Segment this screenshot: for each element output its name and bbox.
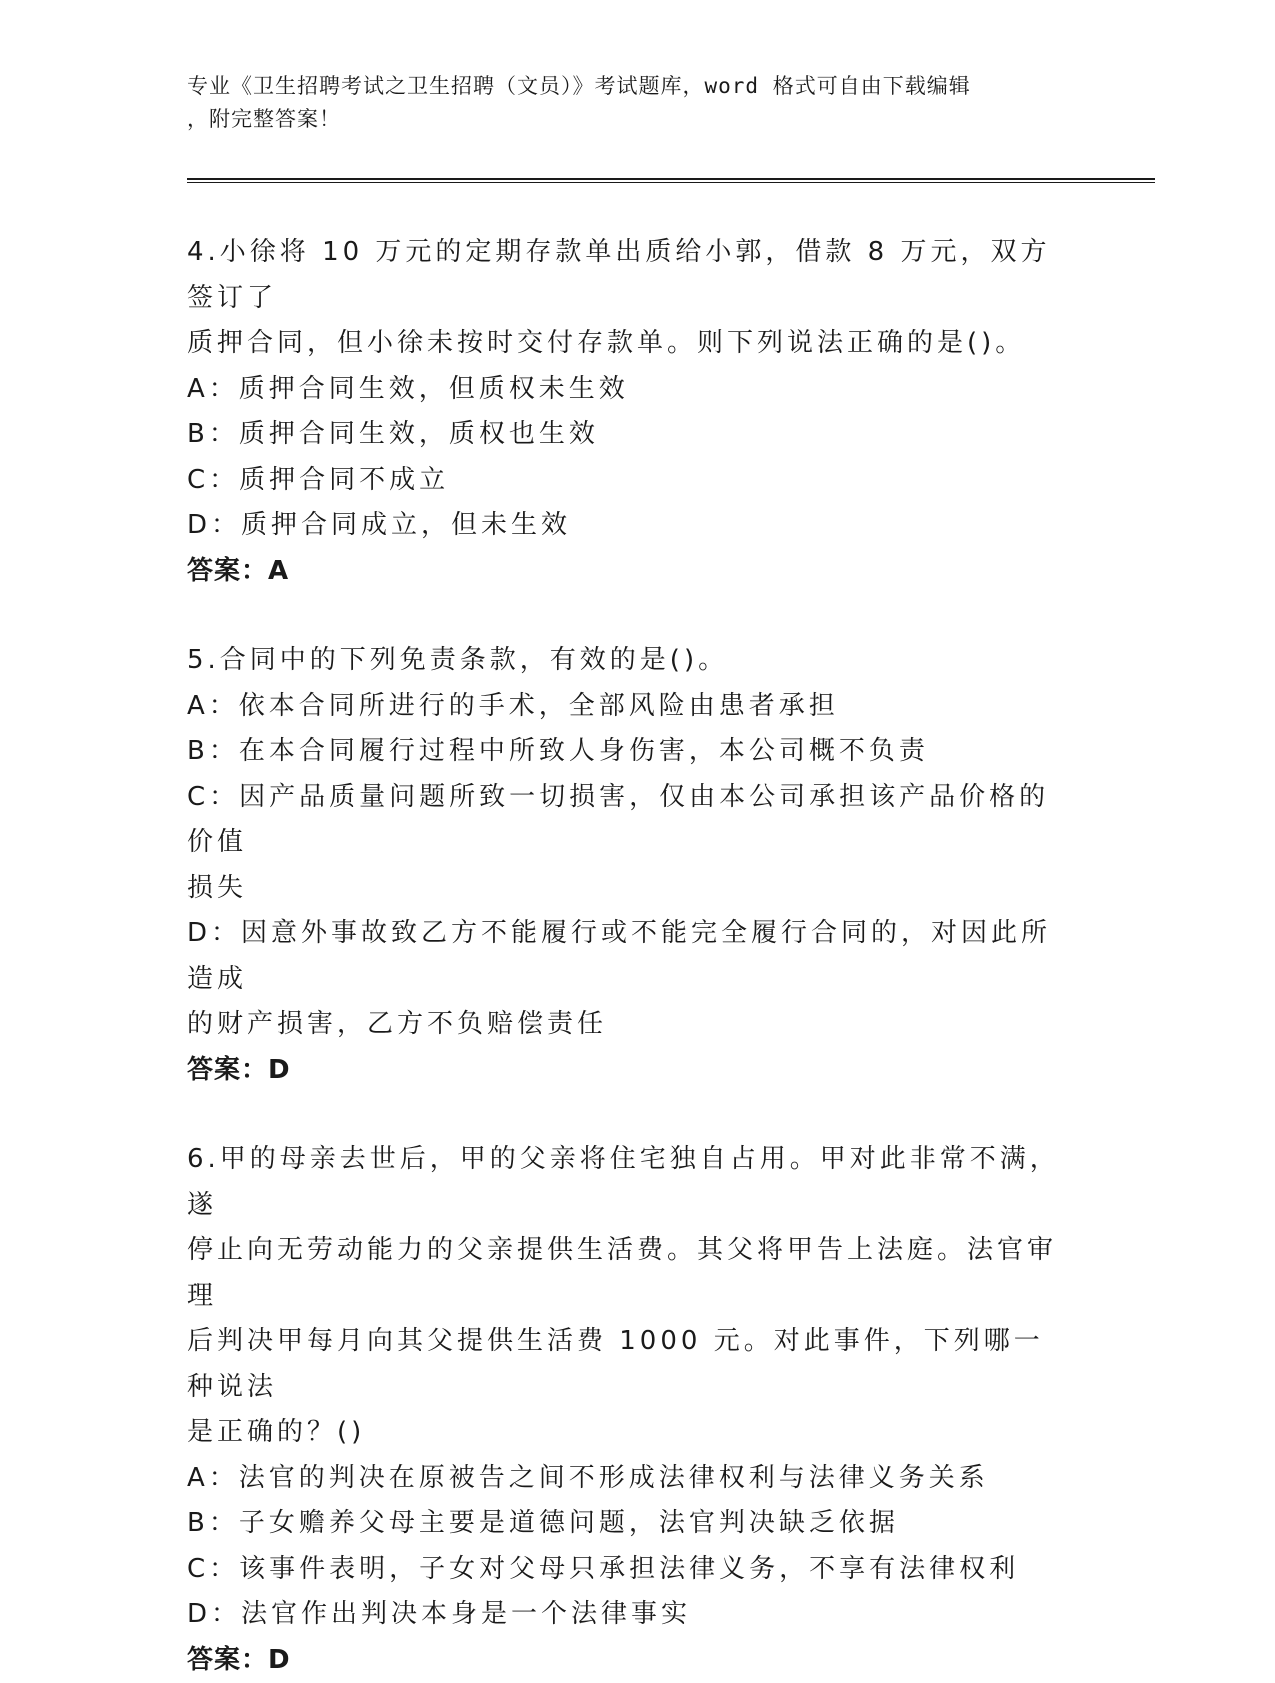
- answer-option-line: C：因产品质量问题所致一切损害，仅由本公司承担该产品价格的价值: [187, 775, 1067, 866]
- document-header: [187, 70, 1067, 136]
- document-page: [187, 70, 1087, 136]
- question-list: [187, 230, 1067, 1683]
- question-block: [187, 638, 1067, 1093]
- question-block: [187, 230, 1067, 594]
- answer-option-line: 损失: [187, 866, 1067, 912]
- answer-option-line: D：因意外事故致乙方不能履行或不能完全履行合同的，对因此所造成: [187, 911, 1067, 1002]
- question-stem-line: 4.小徐将 10 万元的定期存款单出质给小郭，借款 8 万元，双方签订了: [187, 230, 1067, 321]
- answer-option-line: D：质押合同成立，但未生效: [187, 503, 1067, 549]
- question-stem-line: 质押合同，但小徐未按时交付存款单。则下列说法正确的是()。: [187, 321, 1067, 367]
- question-stem-line: 停止向无劳动能力的父亲提供生活费。其父将甲告上法庭。法官审理: [187, 1228, 1067, 1319]
- question-stem-line: 后判决甲每月向其父提供生活费 1000 元。对此事件，下列哪一种说法: [187, 1319, 1067, 1410]
- answer-option-line: C：该事件表明，子女对父母只承担法律义务，不享有法律权利: [187, 1547, 1067, 1593]
- answer-option-line: 的财产损害，乙方不负赔偿责任: [187, 1002, 1067, 1048]
- answer-option-line: C：质押合同不成立: [187, 458, 1067, 504]
- answer-key: 答案：A: [187, 549, 1067, 595]
- answer-option-line: D：法官作出判决本身是一个法律事实: [187, 1592, 1067, 1638]
- header-line: ，附完整答案！: [187, 103, 1067, 136]
- header-divider: [187, 178, 1155, 183]
- question-block: [187, 1137, 1067, 1683]
- answer-option-line: B：质押合同生效，质权也生效: [187, 412, 1067, 458]
- answer-option-line: A：依本合同所进行的手术，全部风险由患者承担: [187, 684, 1067, 730]
- answer-option-line: B：子女赡养父母主要是道德问题，法官判决缺乏依据: [187, 1501, 1067, 1547]
- question-stem-line: 是正确的？(): [187, 1410, 1067, 1456]
- header-line: 专业《卫生招聘考试之卫生招聘（文员）》考试题库，word 格式可自由下载编辑: [187, 70, 1067, 103]
- answer-key: 答案：D: [187, 1048, 1067, 1094]
- answer-option-line: A：质押合同生效，但质权未生效: [187, 367, 1067, 413]
- question-stem-line: 6.甲的母亲去世后，甲的父亲将住宅独自占用。甲对此非常不满，遂: [187, 1137, 1067, 1228]
- answer-option-line: B：在本合同履行过程中所致人身伤害，本公司概不负责: [187, 729, 1067, 775]
- question-stem-line: 5.合同中的下列免责条款，有效的是()。: [187, 638, 1067, 684]
- answer-option-line: A：法官的判决在原被告之间不形成法律权利与法律义务关系: [187, 1456, 1067, 1502]
- answer-key: 答案：D: [187, 1638, 1067, 1683]
